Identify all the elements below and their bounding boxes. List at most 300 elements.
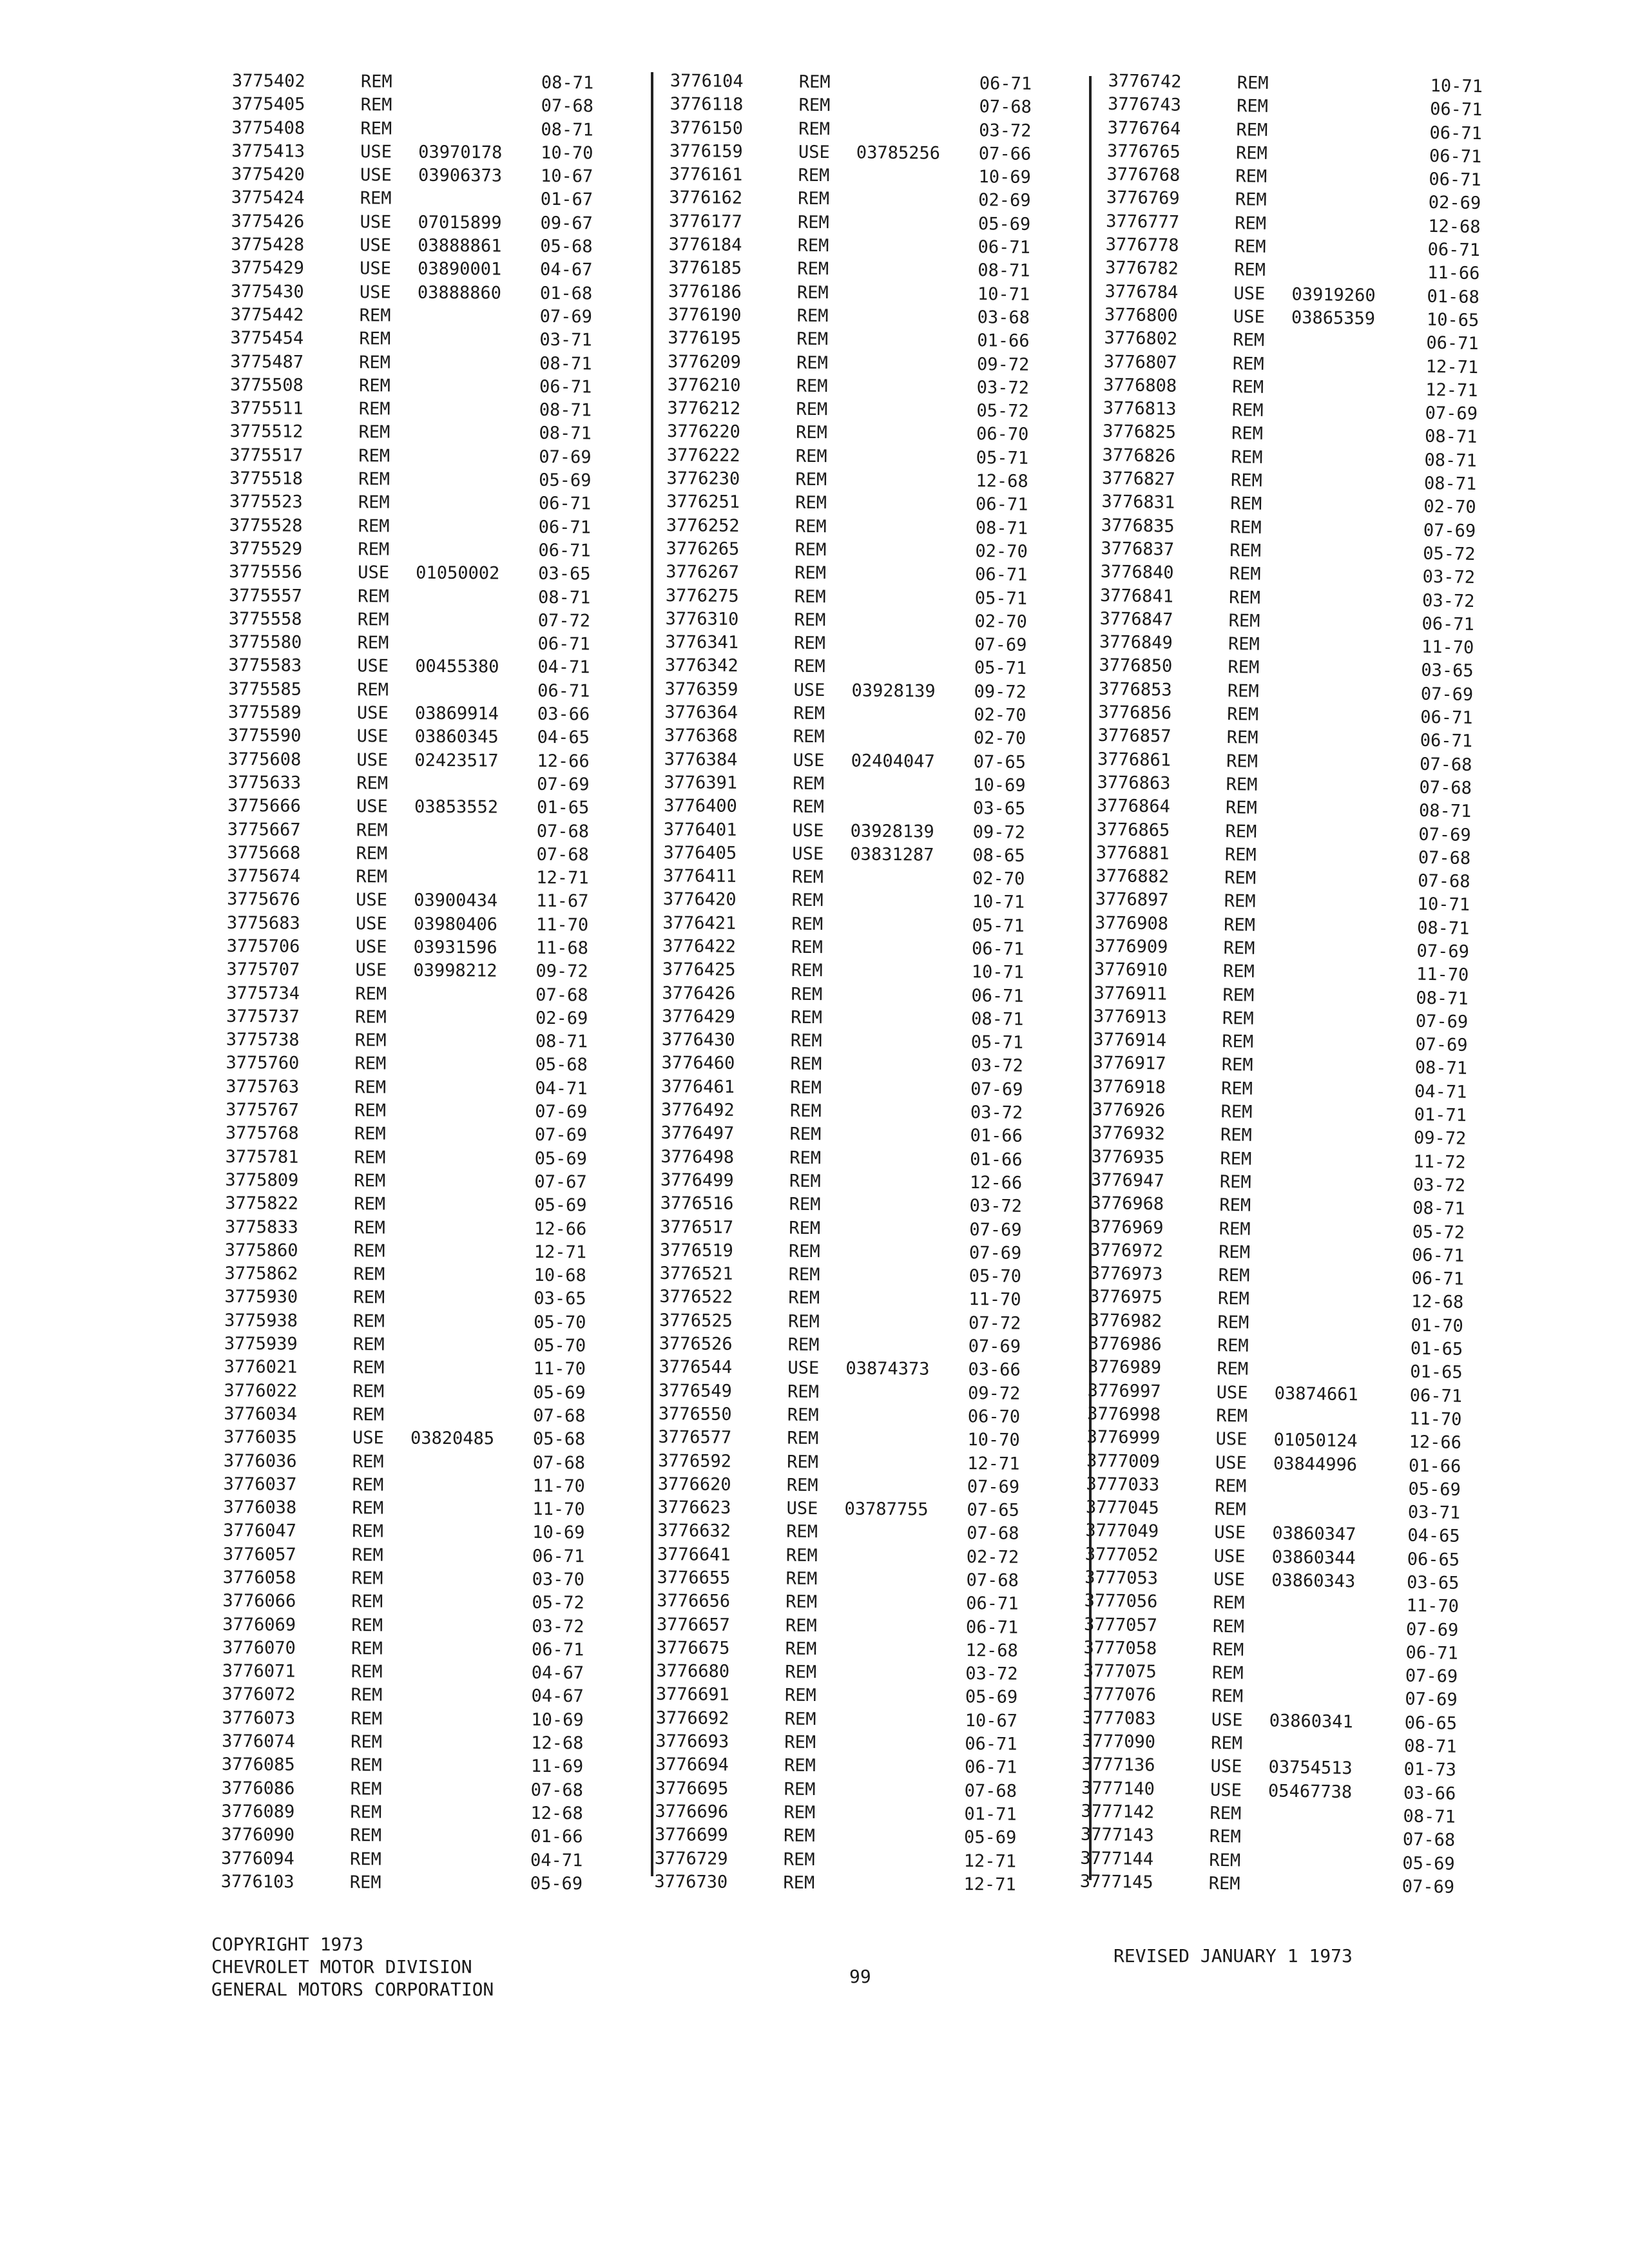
part-number: 3776835 [1101,515,1175,537]
part-number: 3776914 [1093,1029,1167,1051]
effective-date: 05-71 [974,588,1028,609]
effective-date: 05-69 [978,213,1031,235]
part-number: 3776516 [660,1193,734,1215]
part-number: 3775833 [224,1216,298,1238]
replacement-part-number: 03785256 [856,142,941,164]
action-code: REM [352,1334,385,1355]
effective-date: 01-65 [536,798,590,818]
effective-date: 04-71 [535,1078,588,1099]
effective-date: 03-66 [1403,1783,1456,1804]
effective-date: 01-66 [1408,1456,1461,1477]
part-number: 3775454 [230,328,304,349]
part-number: 3777049 [1085,1521,1159,1542]
part-number: 3777142 [1081,1801,1155,1823]
effective-date: 06-71 [965,1734,1017,1754]
list-item [230,374,642,399]
list-item [229,537,641,563]
part-number: 3776086 [221,1778,295,1799]
action-code: REM [795,539,827,561]
part-number: 3776911 [1094,983,1168,1004]
list-item [223,1496,635,1522]
effective-date: 11-70 [1416,964,1469,986]
effective-date: 03-72 [970,1055,1023,1077]
action-code: USE [360,235,392,256]
list-item [227,888,639,914]
effective-date: 01-71 [964,1804,1017,1825]
effective-date: 07-68 [1418,870,1470,892]
effective-date: 03-65 [534,1289,586,1309]
part-number: 3776230 [666,468,740,490]
part-number: 3776210 [667,374,741,396]
replacement-part-number: 03888861 [418,235,502,256]
part-number: 3775930 [224,1287,298,1308]
action-code: REM [1236,96,1269,117]
list-item [655,1777,1068,1804]
action-code: REM [1233,260,1266,281]
part-number: 3776072 [222,1684,296,1706]
part-number: 3776947 [1090,1169,1164,1191]
effective-date: 08-71 [1416,988,1469,1009]
effective-date: 08-71 [1424,450,1478,471]
list-item [669,163,1081,190]
part-number: 3776073 [222,1707,296,1729]
list-item [661,1052,1074,1079]
action-code: REM [1210,1803,1242,1824]
part-number: 3777145 [1079,1871,1153,1893]
part-number: 3776177 [668,211,742,232]
action-code: USE [358,562,390,583]
replacement-part-number: 03919260 [1291,284,1376,306]
part-number: 3775426 [231,211,305,232]
effective-date: 05-70 [534,1312,586,1333]
effective-date: 06-71 [538,517,592,538]
action-code: REM [1231,423,1264,445]
action-code: REM [1226,751,1258,772]
part-number: 3776034 [224,1403,298,1425]
list-item [659,1403,1071,1430]
action-code: REM [795,562,827,584]
part-number: 3776917 [1092,1053,1166,1075]
part-number: 3776212 [667,398,741,419]
list-item [232,70,644,95]
action-code: USE [352,1428,384,1448]
action-code: REM [351,1662,383,1682]
list-item [657,1496,1070,1523]
list-item [666,467,1079,494]
part-number: 3776498 [660,1146,735,1168]
list-item [655,1753,1068,1780]
list-item [230,327,642,352]
action-code: USE [1210,1756,1242,1777]
action-code: REM [1220,1148,1252,1169]
list-item [221,1800,633,1826]
effective-date: 06-65 [1404,1713,1458,1734]
action-code: REM [355,983,387,1004]
replacement-part-number: 03874373 [845,1358,930,1379]
effective-date: 07-69 [1420,684,1474,705]
action-code: REM [358,445,390,466]
action-code: REM [787,1428,819,1449]
action-code: REM [1218,1265,1250,1286]
action-code: USE [1213,1546,1246,1567]
replacement-part-number: 03900434 [414,890,498,911]
effective-date: 05-68 [540,236,593,257]
list-item [661,1099,1074,1126]
action-code: REM [350,1778,382,1800]
effective-date: 12-66 [537,751,590,772]
action-code: REM [351,1544,383,1566]
action-code: REM [351,1568,383,1589]
replacement-part-number: 03860343 [1271,1570,1356,1592]
list-item [659,1332,1072,1360]
part-number: 3776847 [1099,608,1173,630]
effective-date: 07-68 [964,1780,1017,1802]
part-number: 3775666 [227,796,301,816]
effective-date: 05-69 [534,1148,588,1169]
list-item [226,982,639,1008]
part-number: 3776827 [1101,468,1176,490]
action-code: USE [786,1498,818,1519]
part-number: 3776782 [1104,258,1179,280]
action-code: REM [1211,1686,1244,1707]
list-item [664,794,1076,822]
effective-date: 01-66 [970,1126,1023,1147]
list-item [670,117,1082,144]
action-code: REM [360,95,392,115]
effective-date: 07-68 [533,1405,586,1427]
effective-date: 11-68 [535,937,589,959]
effective-date: 07-69 [969,1219,1022,1240]
part-number: 3777045 [1085,1497,1159,1519]
action-code: REM [349,1872,381,1893]
action-code: REM [1217,1335,1249,1356]
replacement-part-number: 03844996 [1273,1453,1358,1475]
effective-date: 02-70 [972,869,1025,889]
list-item [656,1637,1068,1664]
list-item [229,514,642,540]
list-item [660,1122,1073,1149]
part-number: 3775405 [231,94,305,115]
list-item [659,1356,1071,1383]
effective-date: 05-72 [976,401,1029,422]
action-code: REM [358,399,390,419]
action-code: REM [1229,540,1262,561]
part-number: 3777136 [1081,1754,1155,1776]
effective-date: 10-69 [978,167,1031,188]
effective-date: 07-68 [536,821,590,841]
effective-date: 01-65 [1410,1361,1463,1383]
effective-date: 07-69 [539,447,592,468]
list-item [670,70,1083,97]
list-item [667,444,1079,471]
action-code: REM [358,422,390,443]
replacement-part-number: 03906373 [418,165,503,186]
action-code: USE [798,142,830,163]
action-code: USE [1211,1709,1243,1731]
effective-date: 06-71 [1411,1245,1465,1266]
part-number: 3775512 [229,421,304,443]
part-number: 3776071 [222,1661,296,1682]
part-number: 3775511 [229,398,304,419]
action-code: USE [1214,1523,1246,1544]
part-number: 3775737 [226,1006,300,1027]
list-item [666,584,1078,611]
effective-date: 05-69 [530,1873,583,1894]
effective-date: 01-67 [540,189,593,210]
effective-date: 07-68 [1419,777,1472,798]
part-number: 3776620 [657,1474,731,1495]
effective-date: 10-67 [965,1710,1018,1731]
list-item [224,1262,637,1288]
action-code: REM [1222,961,1255,983]
list-item [669,186,1081,213]
action-code: REM [359,352,391,373]
replacement-part-number: 03860344 [1271,1546,1356,1569]
part-number: 3777009 [1086,1450,1161,1472]
action-code: REM [1223,914,1256,936]
effective-date: 04-65 [537,727,590,748]
effective-date: 08-71 [971,1009,1024,1030]
effective-date: 10-65 [1426,309,1480,331]
part-number: 3776998 [1086,1403,1161,1425]
action-code: REM [1222,985,1255,1006]
part-number: 3776089 [221,1801,295,1822]
effective-date: 02-69 [535,1008,588,1029]
part-number: 3776863 [1097,772,1171,794]
effective-date: 10-69 [532,1523,585,1543]
action-code: USE [793,680,825,700]
effective-date: 06-70 [967,1407,1021,1427]
effective-date: 06-71 [1429,169,1481,191]
part-number: 3776222 [666,445,740,466]
part-number: 3776857 [1097,726,1171,747]
action-code: REM [351,1685,383,1706]
list-item [226,1005,639,1031]
effective-date: 06-71 [1409,1385,1463,1407]
part-number: 3776675 [656,1637,730,1658]
action-code: REM [1220,1125,1253,1146]
part-number: 3776813 [1103,398,1177,419]
list-item [662,935,1075,962]
part-number: 3775767 [226,1100,300,1120]
list-item [227,794,640,820]
effective-date: 02-70 [1423,497,1476,518]
part-number: 3776826 [1102,445,1176,466]
action-code: REM [1224,891,1256,912]
action-code: REM [352,1451,384,1472]
action-code: REM [351,1708,383,1729]
part-number: 3777143 [1080,1824,1154,1846]
part-number: 3776999 [1086,1427,1161,1448]
part-number: 3776022 [224,1380,298,1401]
action-code: REM [360,118,392,139]
part-number: 3776429 [662,1006,736,1027]
action-code: REM [796,329,829,350]
effective-date: 06-71 [1427,239,1481,261]
action-code: REM [1225,798,1258,818]
list-item [664,771,1076,798]
effective-date: 07-68 [1418,847,1471,869]
action-code: REM [354,1053,387,1074]
effective-date: 09-72 [976,354,1030,375]
part-number: 3776368 [664,726,738,747]
part-number: 3776070 [222,1637,296,1658]
part-number: 3776861 [1097,749,1171,771]
part-number: 3775676 [227,889,301,910]
effective-date: 06-71 [1420,707,1473,729]
list-item [662,912,1075,939]
action-code: REM [791,1007,823,1028]
effective-date: 12-66 [1409,1432,1462,1454]
part-number: 3776342 [664,655,738,677]
action-code: REM [793,657,825,677]
effective-date: 09-72 [535,961,588,982]
part-number: 3776841 [1099,585,1174,607]
effective-date: 05-69 [533,1382,586,1403]
action-code: REM [793,703,825,724]
action-code: REM [1208,1873,1240,1894]
action-code: REM [1225,821,1257,842]
list-item [227,865,639,890]
action-code: REM [1219,1195,1251,1216]
list-item [225,1169,637,1195]
effective-date: 01-73 [1403,1759,1457,1781]
replacement-part-number: 03869914 [414,703,499,724]
effective-date: 03-66 [968,1360,1021,1381]
list-item [666,490,1079,517]
effective-date: 07-68 [530,1780,584,1801]
part-number: 3775518 [229,468,304,489]
action-code: USE [356,703,389,724]
effective-date: 03-65 [972,798,1026,820]
action-code: REM [796,282,829,303]
list-item [657,1519,1070,1546]
action-code: REM [353,1311,385,1332]
effective-date: 12-68 [1411,1292,1464,1313]
action-code: REM [354,1030,387,1051]
replacement-part-number: 02423517 [414,750,499,771]
list-item [223,1473,635,1499]
action-code: REM [789,1148,822,1168]
action-code: REM [794,586,826,607]
part-number: 3776623 [657,1497,731,1519]
action-code: REM [788,1241,820,1262]
action-code: REM [786,1591,818,1613]
list-item [664,678,1077,705]
list-item [657,1613,1069,1640]
effective-date: 03-72 [532,1616,584,1637]
part-number: 3776085 [221,1754,295,1776]
part-number: 3776989 [1088,1357,1162,1378]
action-code: REM [785,1662,817,1683]
list-item [657,1543,1070,1570]
effective-date: 11-70 [532,1475,585,1497]
list-item [229,467,642,493]
effective-date: 11-70 [969,1289,1021,1311]
list-item [231,163,644,189]
part-number: 3776632 [657,1521,731,1542]
effective-date: 06-71 [1429,122,1483,144]
list-item [666,514,1079,541]
effective-date: 07-66 [978,144,1032,164]
effective-date: 07-72 [968,1312,1021,1334]
action-code: REM [794,610,826,630]
action-code: REM [353,1217,385,1238]
effective-date: 06-71 [537,634,590,655]
action-code: REM [351,1639,383,1659]
action-code: USE [357,656,389,677]
replacement-part-number: 03998212 [413,961,497,981]
action-code: REM [1220,1102,1253,1122]
effective-date: 01-65 [1410,1338,1463,1360]
action-code: REM [360,188,392,209]
effective-date: 03-68 [977,307,1030,328]
division-line: CHEVROLET MOTOR DIVISION [211,1956,472,1977]
list-item [231,140,644,166]
action-code: REM [1217,1289,1250,1310]
action-code: REM [784,1732,816,1753]
list-item [231,233,643,259]
part-number: 3775528 [229,515,303,536]
part-number: 3776544 [659,1357,733,1378]
list-item [655,1823,1067,1850]
effective-date: 01-71 [1414,1104,1467,1126]
list-item [226,1122,638,1148]
part-number: 3776656 [657,1591,731,1612]
action-code: REM [354,1124,386,1144]
part-number: 3776220 [666,421,741,443]
action-code: REM [791,867,824,888]
effective-date: 12-68 [976,471,1028,492]
action-code: USE [1210,1780,1242,1801]
part-number: 3776800 [1104,304,1179,326]
part-number: 3776699 [654,1825,729,1846]
action-code: REM [352,1498,384,1519]
effective-date: 06-71 [971,939,1025,959]
list-item [660,1262,1072,1289]
effective-date: 03-65 [538,564,591,584]
effective-date: 07-69 [1415,1011,1469,1032]
effective-date: 06-71 [531,1639,584,1660]
part-number: 3776094 [220,1848,294,1869]
action-code: REM [784,1802,816,1823]
action-code: REM [356,843,388,864]
list-item [222,1707,634,1733]
part-number: 3775860 [224,1240,298,1261]
action-code: REM [788,1288,820,1309]
action-code: REM [787,1381,820,1402]
part-number: 3775517 [229,445,304,466]
effective-date: 07-68 [535,985,588,1005]
action-code: REM [359,329,391,349]
replacement-part-number: 03928139 [851,680,936,702]
action-code: REM [354,1147,386,1168]
action-code: REM [791,937,824,958]
effective-date: 07-69 [1423,520,1476,541]
effective-date: 05-69 [534,1195,587,1216]
effective-date: 06-71 [965,1617,1019,1638]
part-number: 3776729 [654,1848,728,1869]
part-number: 3776499 [660,1169,734,1191]
part-number: 3776461 [661,1076,735,1097]
part-number: 3776525 [659,1310,733,1331]
part-number: 3775442 [230,304,304,325]
effective-date: 06-71 [1405,1642,1458,1664]
action-code: REM [784,1779,816,1800]
part-number: 3777058 [1083,1637,1157,1659]
part-number: 3776926 [1092,1099,1166,1121]
part-number: 3776864 [1096,796,1171,817]
